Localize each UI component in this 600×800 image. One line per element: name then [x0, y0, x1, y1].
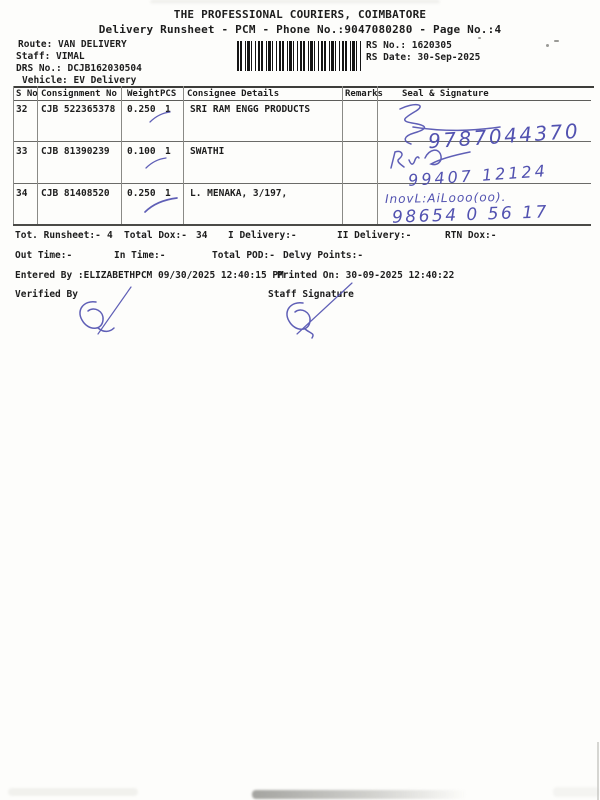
table-row-cell-weight: 0.100: [127, 146, 156, 157]
table-row-cell-pcs: 1: [165, 104, 171, 115]
staff-signature-mark: [287, 303, 313, 338]
table-row-cell-pcs: 1: [165, 146, 171, 157]
table-border-bottom: [13, 224, 591, 226]
signature-row-32-flourish: [400, 105, 424, 144]
col-header-consignee: Consignee Details: [187, 89, 280, 99]
ii-delivery-label: II Delivery:-: [337, 230, 412, 241]
col-divider-remarks: [377, 86, 378, 224]
table-header-underline: [13, 100, 591, 101]
col-header-seal: Seal & Signature: [402, 89, 489, 99]
table-row-cell-weight: 0.250: [127, 104, 156, 115]
table-row-cell-consignment: CJB 81408520: [41, 188, 110, 199]
table-row-cell-consignment: CJB 81390239: [41, 146, 110, 157]
barcode: [237, 41, 362, 71]
verified-by-signature-slash: [98, 287, 131, 334]
i-delivery-label: I Delivery:-: [228, 230, 297, 241]
table-row-cell-weight: 0.250: [127, 188, 156, 199]
out-time-label: Out Time:-: [15, 250, 73, 261]
table-row-cell-pcs: 1: [165, 188, 171, 199]
rtn-dox-label: RTN Dox:-: [445, 230, 497, 241]
scan-edge-right: [597, 742, 599, 800]
col-divider-consignment: [121, 86, 122, 224]
tick-row-34: [145, 198, 177, 212]
staff-line: Staff: VIMAL: [16, 51, 85, 62]
staff-signature-label: Staff Signature: [268, 289, 354, 300]
delvy-points-label: Delvy Points:-: [283, 250, 364, 261]
ink-speck: [478, 37, 481, 39]
scan-smudge-bottom-right: [553, 787, 599, 797]
table-row-cell-consignee: L. MENAKA, 3/197,: [190, 188, 288, 199]
table-row-cell-consignment: CJB 522365378: [41, 104, 116, 115]
col-header-weight: Weight: [127, 89, 160, 99]
handwritten-phone-row-32: 9787044370: [427, 118, 581, 154]
printed-on-line: Printed On: 30-09-2025 12:40:22: [277, 270, 455, 281]
tick-row-33: [146, 158, 166, 168]
vehicle-line: Vehicle: EV Delivery: [22, 75, 137, 86]
col-divider-consignee: [342, 86, 343, 224]
handwritten-note-row-34: InovL:AiLooo(oo).: [384, 189, 507, 207]
col-header-sno: S No: [16, 89, 38, 99]
ink-speck: [546, 44, 549, 47]
total-dox-label: Total Dox:-: [124, 230, 187, 241]
handwritten-phone-row-33: 99407 12124: [407, 161, 549, 190]
drs-no-line: DRS No.: DCJB162030504: [16, 63, 142, 74]
verified-by-signature: [80, 302, 114, 332]
route-line: Route: VAN DELIVERY: [18, 39, 127, 50]
table-row-cell-sno: 34: [16, 188, 28, 199]
scan-smudge-bottom-center: [252, 790, 467, 799]
rs-no-line: RS No.: 1620305: [366, 40, 452, 51]
table-row-cell-sno: 32: [16, 104, 28, 115]
col-header-remarks: Remarks: [345, 89, 383, 99]
table-border-top: [13, 86, 594, 88]
col-header-consignment: Consignment No: [41, 89, 117, 99]
col-divider-sno: [37, 86, 38, 224]
scan-smudge-bottom-left: [8, 788, 138, 796]
tot-runsheet-label: Tot. Runsheet:-: [15, 230, 101, 241]
ink-speck: [554, 40, 559, 42]
table-row-cell-sno: 33: [16, 146, 28, 157]
total-pod-label: Total POD:-: [212, 250, 275, 261]
rs-date-line: RS Date: 30-Sep-2025: [366, 52, 481, 63]
in-time-label: In Time:-: [114, 250, 166, 261]
tot-runsheet-value: 4: [107, 230, 113, 241]
total-dox-value: 34: [196, 230, 208, 241]
col-divider-weight: [183, 86, 184, 224]
scan-smudge-top: [150, 0, 440, 5]
table-border-left: [13, 86, 14, 224]
verified-by-label: Verified By: [15, 289, 78, 300]
entered-by-line: Entered By :ELIZABETHPCM 09/30/2025 12:40:15 PM: [15, 270, 284, 281]
col-header-pcs: PCS: [160, 89, 177, 99]
signature-row-33-initials: [391, 151, 419, 168]
table-row-cell-consignee: SRI RAM ENGG PRODUCTS: [190, 104, 311, 115]
handwritten-phone-row-34: 98654 0 56 17: [391, 202, 550, 228]
table-row-cell-consignee: SWATHI: [190, 146, 225, 157]
runsheet-subtitle: Delivery Runsheet - PCM - Phone No.:9047080280 - Page No.:4: [98, 23, 502, 36]
company-title: THE PROFESSIONAL COURIERS, COIMBATORE: [173, 8, 427, 21]
